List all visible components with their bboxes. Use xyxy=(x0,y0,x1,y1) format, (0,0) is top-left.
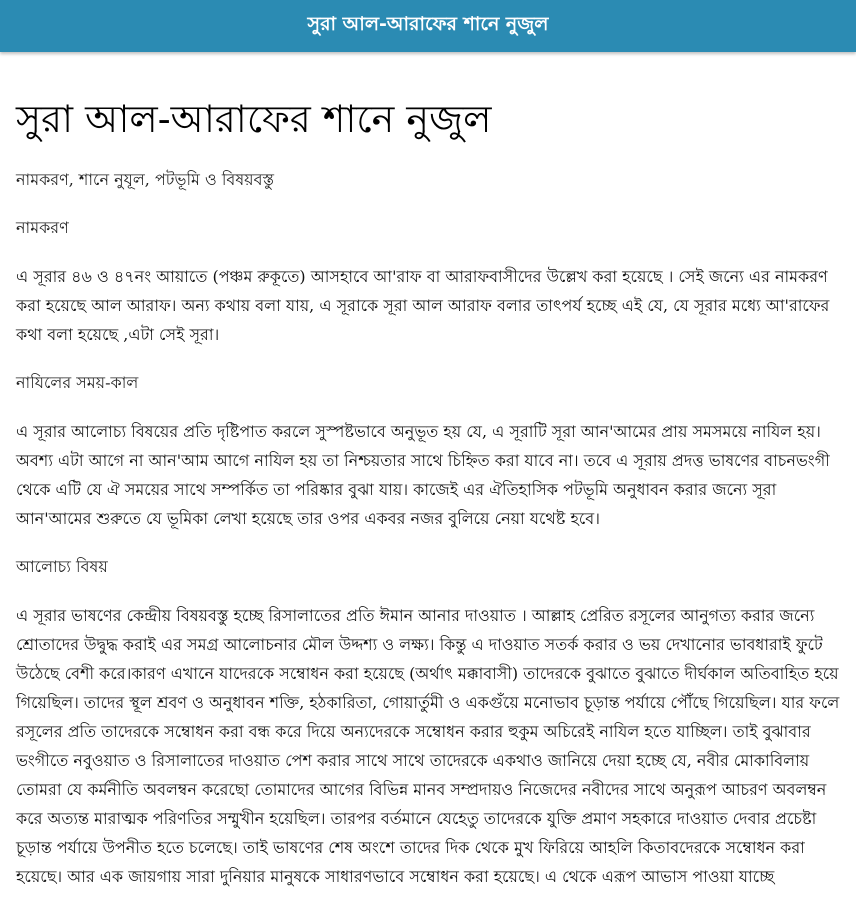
page-title: সুরা আল-আরাফের শানে নুজুল xyxy=(16,97,492,141)
section-heading-subject-matter: আলোচ্য বিষয় xyxy=(16,556,108,576)
section-body-subject-matter: এ সূরার ভাষণের কেন্দ্রীয় বিষয়বস্তু হচ্ছে রিসালাতের প্রতি ঈমান আনার দাওয়াত । আল্লাহ প্রেরিত রসূলের আনুগত্য করার জন্যে শ্রোতাদের উদ্বুদ্ধ করাই এর সমগ্র আলোচনার মৌল উদ্দশ্য ও লক্ষ্য। কিন্তু এ দাওয়াত সতর্ক করার ও ভয় দেখানোর ভাবধারাই ফুটে উঠেছে বেশী করে।কারণ এখানে যাদেরকে সম্বোধন করা হয়েছে (অর্থাৎ মক্কাবাসী) তাদেরকে বুঝাতে বুঝাতে দীর্ঘকাল অতিবাহিত হয়ে গিয়েছিল। তাদের স্থূল শ্রবণ ও অনুধাবন শক্তি, হঠকারিতা, গোয়ার্তুমী ও একগুঁয়ে মনোভাব চূড়ান্ত পর্যায়ে পৌঁছে গিয়েছিল। যার ফলে রসূলের প্রতি তাদেরকে সম্বোধন করা বন্ধ করে দিয়ে অন্যদেরকে সম্বোধন করার হুকুম অচিরেই নাযিল হতে যাচ্ছিল। তাই বুঝাবার ভংগীতে নবুওয়াত ও রিসালাতের দাওয়াত পেশ করার সাথে সাথে তাদেরকে একথাও জানিয়ে দেয়া হচ্ছে যে, নবীর মোকাবিলায় তোমরা যে কর্মনীতি অবলম্বন করেছো তোমাদের আগের বিভিন্ন মানব সম্প্রদায়ও নিজেদের নবীদের সাথে অনুরূপ আচরণ অবলম্বন করে অত্যন্ত মারাত্মক পরিণতির সম্মুখীন হয়েছিল। তারপর বর্তমানে যেহেতু তাদেরকে যুক্তি প্রমাণ সহকারে দাওয়াত দেবার প্রচেষ্টা চূড়ান্ত পর্যায়ে উপনীত হতে চলেছে। তাই ভাষণের শেষ অংশে তাদের দিক থেকে মুখ ফিরিয়ে আহলি কিতাবদেরকে সম্বোধন করা হয়েছে। আর এক জায়গায় সারা দুনিয়ার মানুষকে সাধারণভাবে সম্বোধন করা হয়েছে। এ থেকে এরূপ আভাস পাওয়া যাচ্ছে xyxy=(16,605,840,886)
section-body-revelation-period: এ সূরার আলোচ্য বিষয়ের প্রতি দৃষ্টিপাত করলে সুস্পষ্টভাবে অনুভূত হয় যে, এ সূরাটি সূরা আন'আমের প্রায় সমসময়ে নাযিল হয়। অবশ্য এটা আগে না আন'আম আগে নাযিল হয় তা নিশ্চয়তার সাথে চিহ্নিত করা যাবে না। তবে এ সূরায় প্রদত্ত ভাষণের বাচনভংগী থেকে এটি যে ঐ সময়ের সাথে সম্পর্কিত তা পরিষ্কার বুঝা যায়। কাজেই এর ঐতিহাসিক পটভূমি অনুধাবন করার জন্যে সূরা আন'আমের শুরুতে যে ভূমিকা লেখা হয়েছে তার ওপর একবর নজর বুলিয়ে নেয়া যথেষ্ট হবে। xyxy=(16,421,830,528)
app-bar-title: সুরা আল-আরাফের শানে নুজুল xyxy=(307,13,549,35)
article-content xyxy=(0,96,856,891)
section-body-naming: এ সূরার ৪৬ ও ৪৭নং আয়াতে (পঞ্চম রুকূতে) আসহাবে আ'রাফ বা আরাফবাসীদের উল্লেখ করা হয়েছে । সেই জন্যে এর নামকরণ করা হয়েছে আল আরাফ। অন্য কথায় বলা যায়, এ সূরাকে সূরা আল আরাফ বলার তাৎপর্য হচ্ছে এই যে, যে সূরার মধ্যে আ'রাফের কথা বলা হয়েছে ,এটা সেই সূরা। xyxy=(16,266,830,344)
app-bar xyxy=(0,0,856,52)
section-heading-revelation-period: নাযিলের সময়-কাল xyxy=(16,372,139,392)
section-heading-naming: নামকরণ xyxy=(16,217,69,237)
article-subtitle: নামকরণ, শানে নুযূল, পটভূমি ও বিষয়বস্তু xyxy=(16,169,275,189)
